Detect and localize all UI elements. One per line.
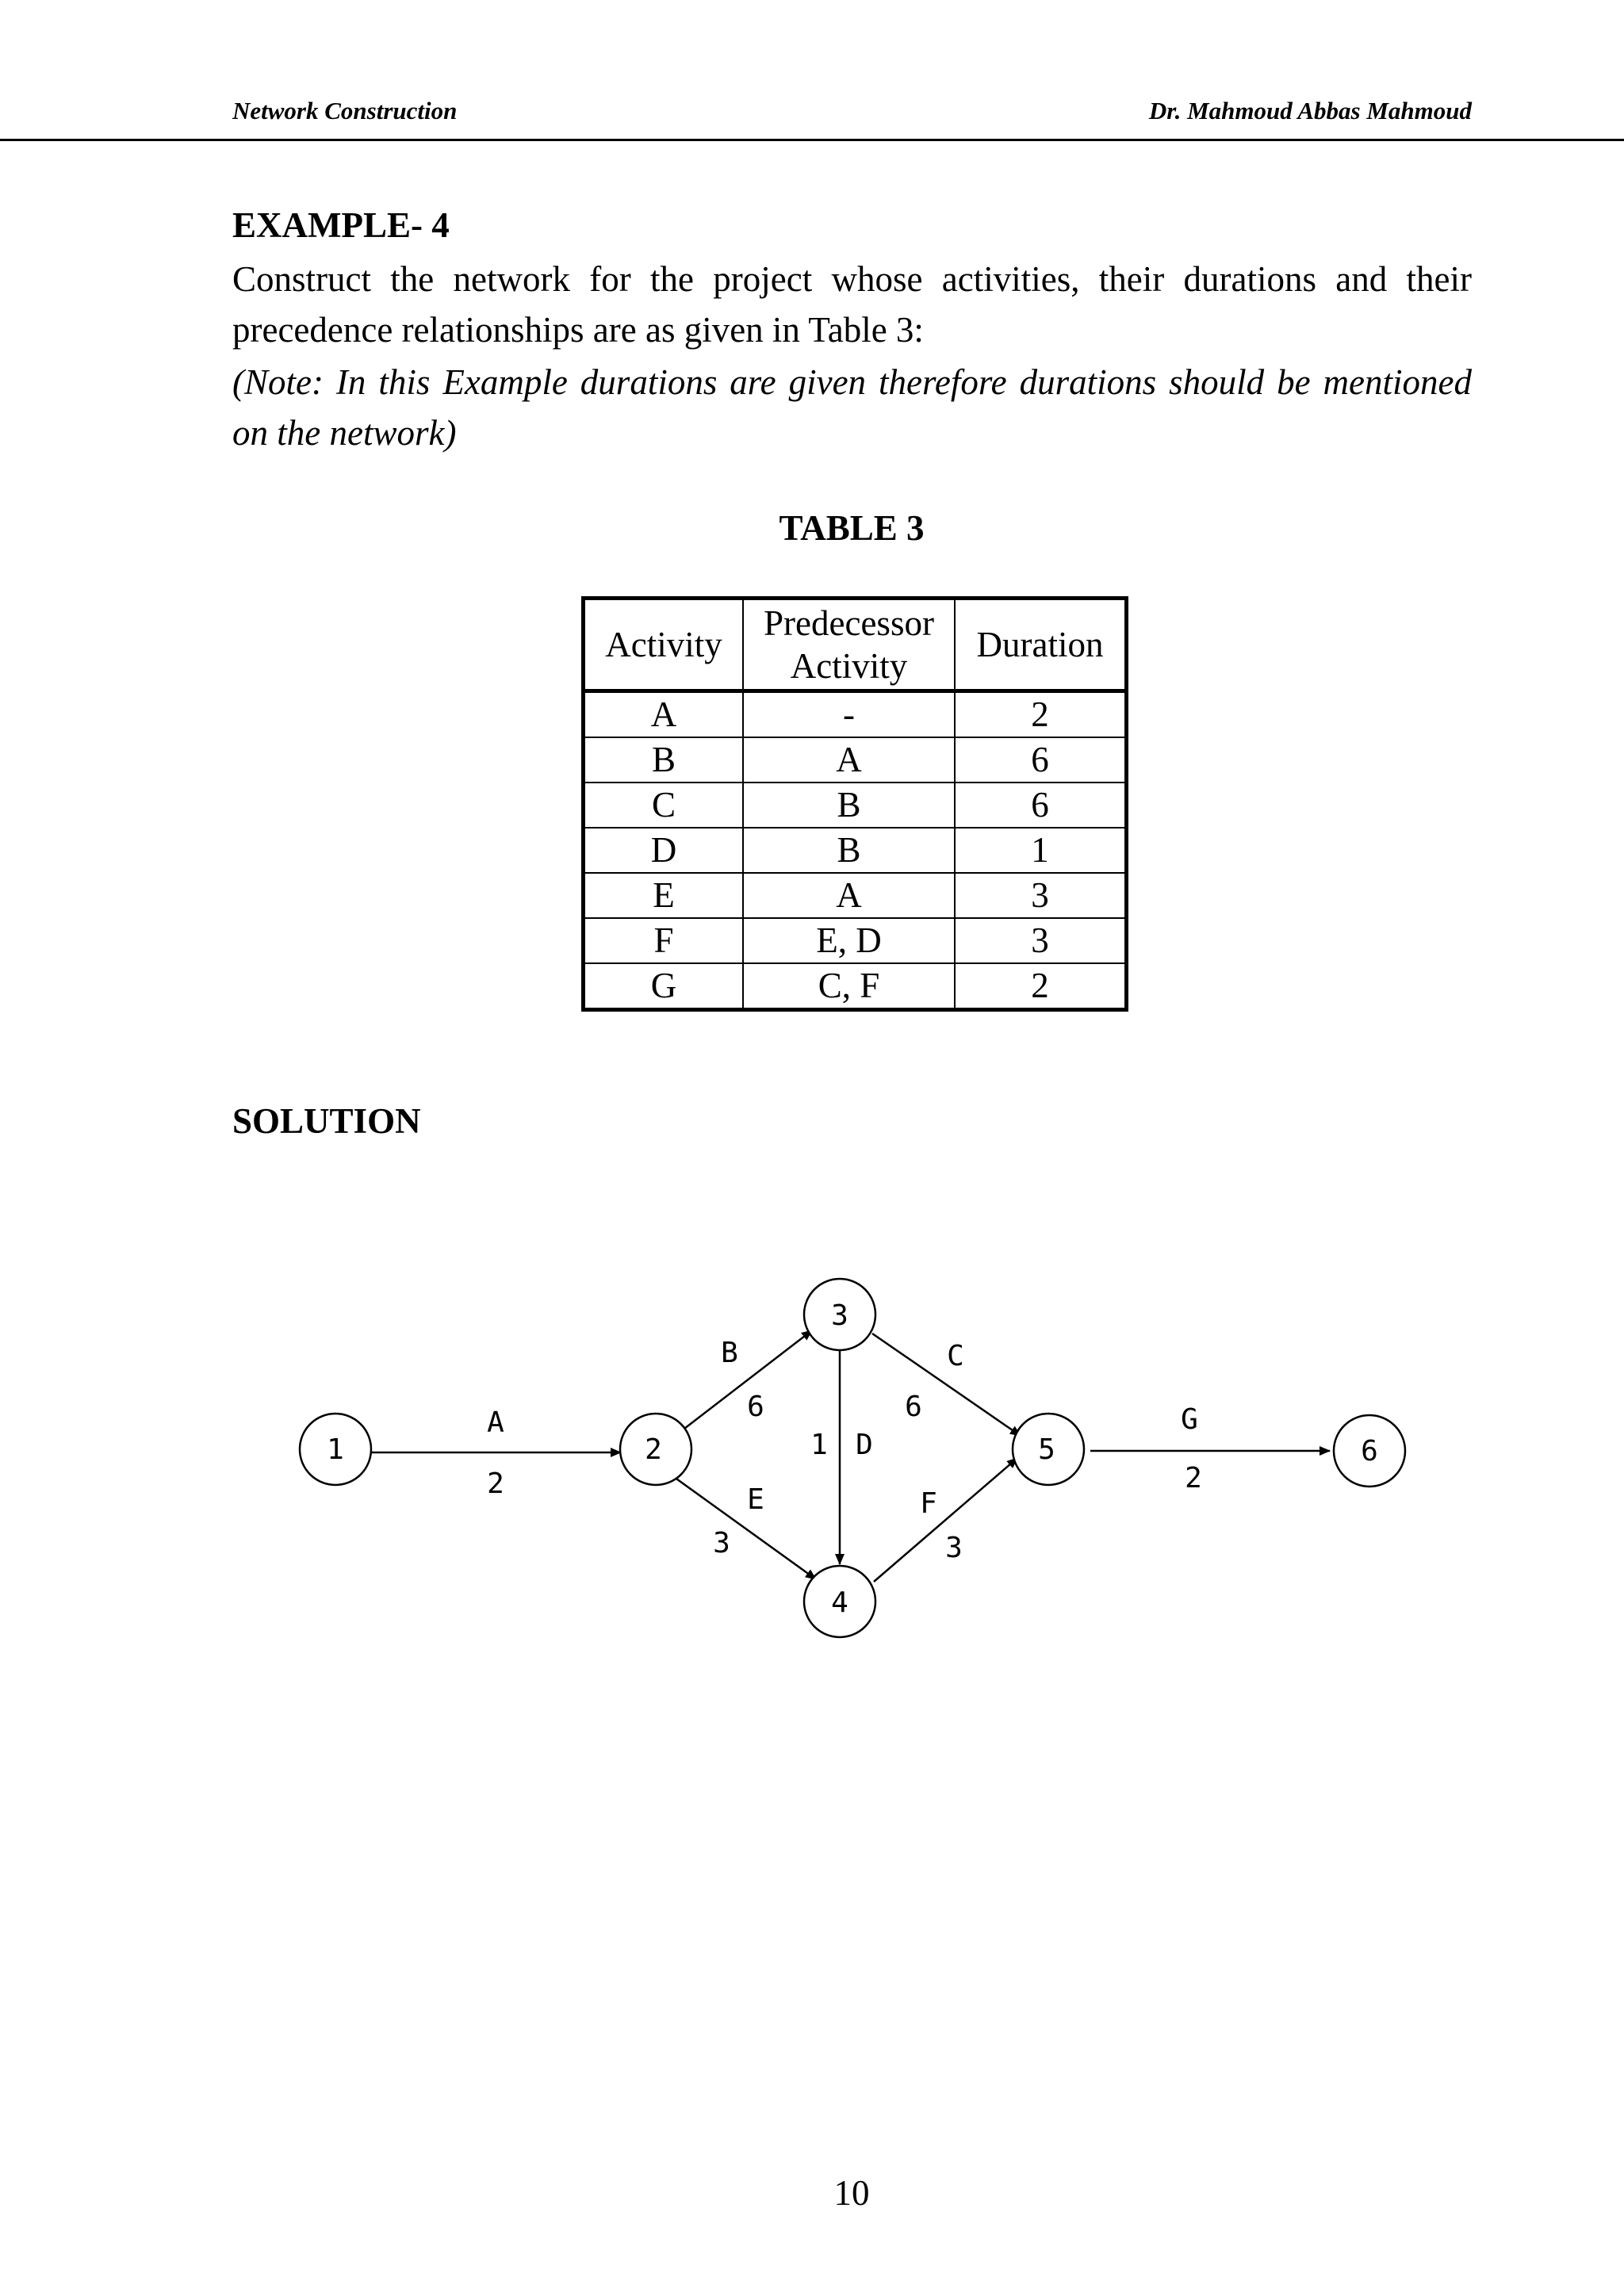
cell-duration: 1 bbox=[955, 828, 1127, 873]
edge-label-activity: D bbox=[856, 1429, 873, 1461]
cell-activity: E bbox=[584, 873, 744, 918]
cell-predecessor: A bbox=[743, 737, 955, 783]
header-predecessor: Predecessor Activity bbox=[743, 599, 955, 691]
edge-label-duration: 3 bbox=[713, 1527, 730, 1559]
edge-label-duration: 2 bbox=[1185, 1462, 1202, 1494]
cell-predecessor: B bbox=[743, 828, 955, 873]
cell-duration: 2 bbox=[955, 691, 1127, 738]
cell-duration: 3 bbox=[955, 873, 1127, 918]
node-label: 1 bbox=[327, 1433, 344, 1466]
page-number: 10 bbox=[833, 2173, 870, 2213]
example-note: (Note: In this Example durations are given therefore durations should be mentioned on the network) bbox=[232, 362, 1472, 453]
edge-label-activity: G bbox=[1181, 1403, 1198, 1436]
cell-predecessor: E, D bbox=[743, 918, 955, 963]
cell-activity: D bbox=[584, 828, 744, 873]
cell-duration: 2 bbox=[955, 963, 1127, 1010]
node-label: 4 bbox=[831, 1586, 848, 1619]
edge-E bbox=[674, 1477, 816, 1579]
solution-title: SOLUTION bbox=[232, 1101, 421, 1141]
edge-label-duration: 3 bbox=[945, 1532, 963, 1564]
edge-label-activity: E bbox=[747, 1483, 764, 1516]
node-label: 2 bbox=[645, 1433, 662, 1466]
cell-predecessor: B bbox=[743, 783, 955, 828]
header-left: Network Construction bbox=[232, 97, 458, 124]
network-node bbox=[1013, 1414, 1084, 1485]
edge-label-duration: 1 bbox=[810, 1429, 828, 1461]
cell-predecessor: A bbox=[743, 873, 955, 918]
cell-activity: G bbox=[584, 963, 744, 1010]
header-duration: Duration bbox=[955, 599, 1127, 691]
edge-label-activity: C bbox=[947, 1340, 964, 1372]
edge-label-duration: 6 bbox=[747, 1391, 764, 1423]
cell-activity: C bbox=[584, 783, 744, 828]
edge-label-duration: 2 bbox=[487, 1468, 504, 1500]
network-node bbox=[804, 1566, 875, 1637]
cell-predecessor: - bbox=[743, 691, 955, 738]
cell-duration: 6 bbox=[955, 783, 1127, 828]
edge-label-activity: B bbox=[721, 1337, 738, 1369]
node-label: 6 bbox=[1361, 1435, 1378, 1468]
cell-activity: B bbox=[584, 737, 744, 783]
example-body: Construct the network for the project whose activities, their durations and their precedence relationships are as given in Table 3: bbox=[232, 259, 1472, 350]
cell-activity: A bbox=[584, 691, 744, 738]
header-activity: Activity bbox=[584, 599, 744, 691]
cell-duration: 6 bbox=[955, 737, 1127, 783]
example-title: EXAMPLE- 4 bbox=[232, 205, 450, 245]
node-label: 5 bbox=[1038, 1433, 1055, 1466]
cell-predecessor: C, F bbox=[743, 963, 955, 1010]
network-node bbox=[300, 1414, 371, 1485]
edge-label-duration: 6 bbox=[905, 1391, 922, 1423]
network-node bbox=[620, 1414, 691, 1485]
edge-label-activity: A bbox=[487, 1406, 504, 1439]
node-label: 3 bbox=[831, 1299, 848, 1332]
header-right: Dr. Mahmoud Abbas Mahmoud bbox=[1148, 97, 1472, 124]
edge-label-activity: F bbox=[920, 1487, 937, 1520]
network-node bbox=[1334, 1415, 1405, 1487]
network-node bbox=[804, 1279, 875, 1350]
cell-duration: 3 bbox=[955, 918, 1127, 963]
cell-activity: F bbox=[584, 918, 744, 963]
table-caption: TABLE 3 bbox=[779, 508, 925, 548]
